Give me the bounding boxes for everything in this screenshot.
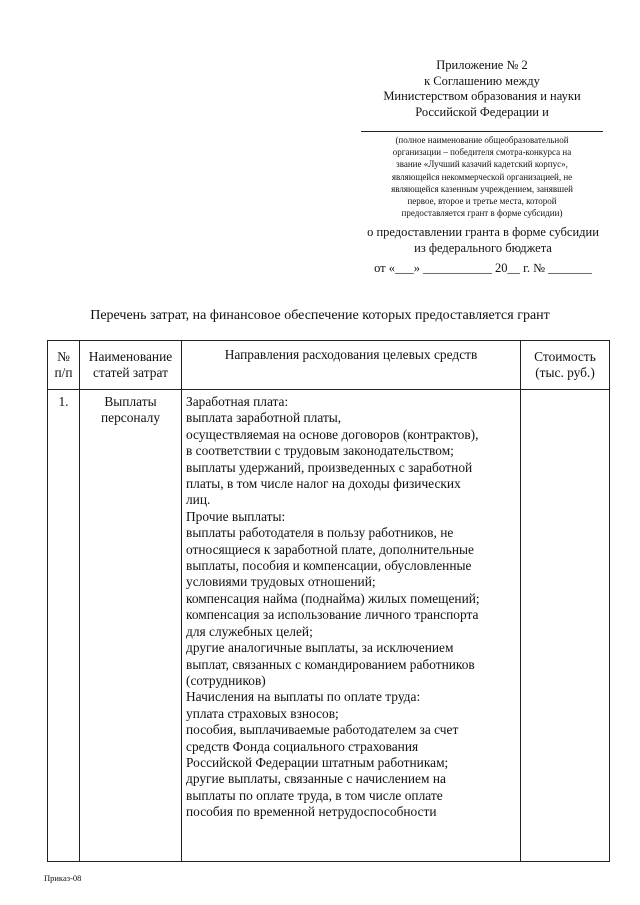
appendix-line: Российской Федерации и [415, 104, 549, 119]
appendix-header [352, 58, 612, 120]
org-note-line: являющейся казенным учреждением, занявшей [391, 183, 573, 194]
table-row [48, 390, 610, 862]
row-cost-item-name: Выплаты персоналу [80, 390, 182, 862]
header-cost-item-name: Наименование статей затрат [80, 341, 182, 390]
table-header-row [48, 341, 610, 390]
org-note-line: звание «Лучший казачий кадетский корпус», [396, 159, 568, 170]
row-cost-value [521, 390, 610, 862]
grant-subject [352, 225, 614, 256]
grant-subject-line: о предоставлении гранта в форме субсидии [367, 225, 599, 239]
header-cost: Стоимость (тыс. руб.) [521, 341, 610, 390]
costs-table [47, 340, 610, 862]
document-title: Перечень затрат, на финансовое обеспечение которых предоставляется грант [90, 308, 550, 323]
header-spending-direction: Направления расходования целевых средств [182, 341, 521, 390]
appendix-line: Министерством образования и науки [383, 89, 581, 103]
footer-document-code: Приказ-08 [44, 873, 82, 883]
agreement-date-number: от «___» ___________ 20__ г. № _______ [374, 261, 592, 275]
appendix-line: Приложение № 2 [436, 58, 528, 72]
row-number: 1. [48, 390, 80, 862]
row-spending-direction: Заработная плата: выплата заработной платы, осуществляемая на основе договоров (контрактов), в соответствии с трудовым законодательством; выплаты удержаний, произведенных с заработной платы, в том числе налог на доходы физических лиц. Прочие выплаты: выплаты работодателя в пользу работников, не относящиеся к заработной плате, дополнительные выплаты, пособия и компенсации, обусловленные условиями трудовых отношений; компенсация найма (поднайма) жилых помещений; компенсация за использование личного транспорта для служебных целей; другие аналогичные выплаты, за исключением выплат, связанных с командированием работников (сотрудников) Начисления на выплаты по оплате труда: уплата страховых взносов; пособия, выплачиваемые работодателем за счет средств Фонда социального страхования Российской Федерации штатным работникам; другие выплаты, связанные с начислением на выплаты по оплате труда, в том числе оплате пособия по временной нетрудоспособности [182, 390, 521, 862]
organization-name-blank-line [361, 131, 603, 132]
appendix-line: к Соглашению между [424, 73, 540, 88]
org-note-line: являющейся некоммерческой организацией, не [391, 171, 573, 182]
org-note-line: (полное наименование общеобразовательной [395, 135, 569, 145]
org-note-line: организации – победителя смотра-конкурса на [392, 147, 572, 158]
organization-note [356, 134, 608, 219]
org-note-line: предоставляется грант в форме субсидии) [401, 208, 563, 219]
org-note-line: первое, второе и третье места, которой [407, 196, 557, 207]
header-number: № п/п [48, 341, 80, 390]
grant-subject-line: из федерального бюджета [414, 240, 552, 255]
